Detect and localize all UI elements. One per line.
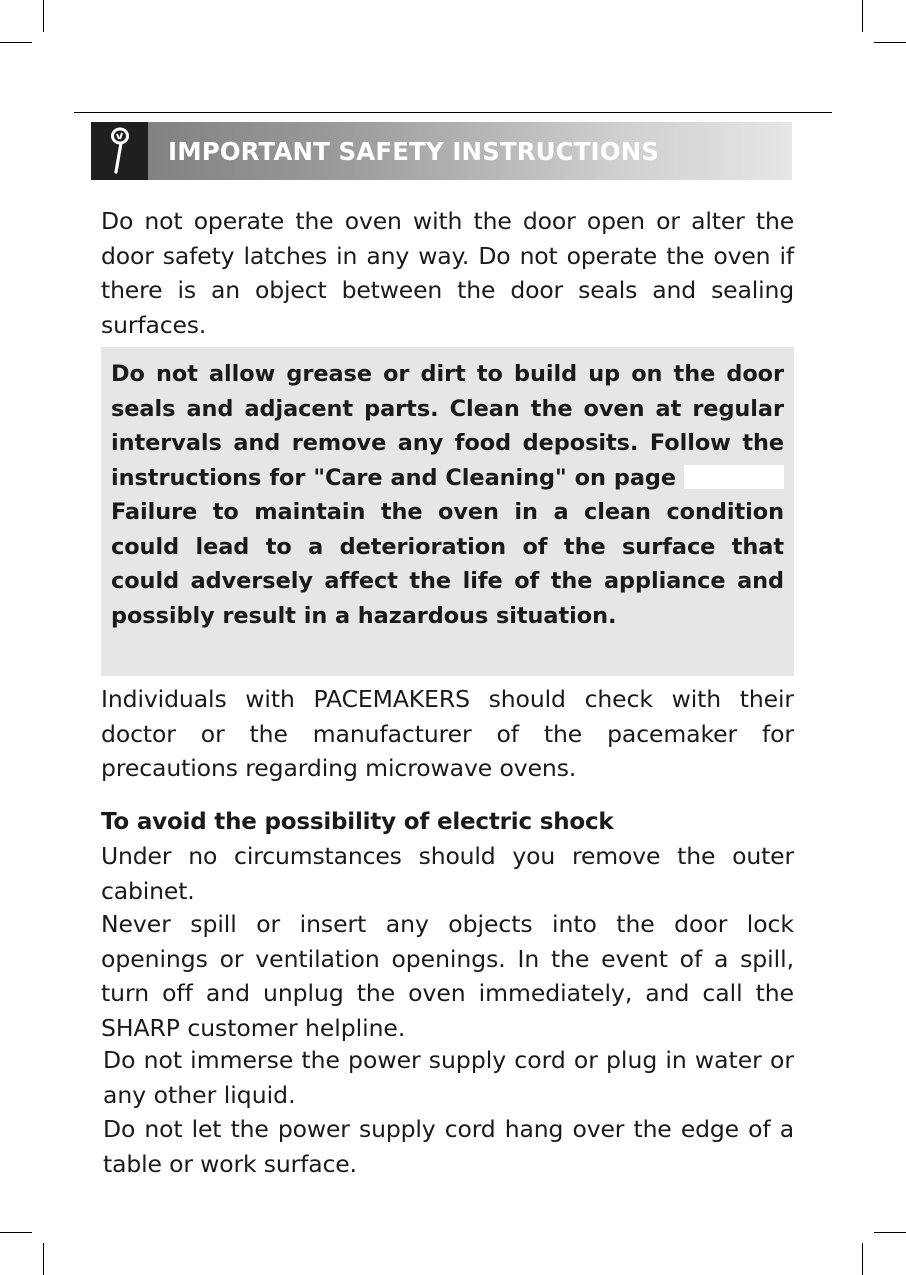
shock-item-spill: Never spill or insert any objects into the door lock openings or ventilation openings. In the event of a spill, turn off and unplug the oven immediately, and call the SHARP customer helpline. bbox=[101, 910, 794, 1042]
warning-text-part-1: Do not allow grease or dirt to build up on the door seals and adjacent parts. Clean the oven at regular intervals and remove any food deposits. Follow the instructions for "Care and Cleaning" on page bbox=[111, 361, 784, 491]
crop-mark bbox=[862, 0, 863, 32]
crop-mark bbox=[43, 0, 44, 32]
shock-item-cord-hang: Do not let the power supply cord hang over the edge of a table or work surface. bbox=[103, 1115, 794, 1178]
important-icon bbox=[91, 122, 148, 180]
section-header bbox=[91, 122, 792, 180]
page-reference-blank bbox=[684, 465, 784, 489]
electric-shock-heading: To avoid the possibility of electric shock bbox=[101, 809, 614, 835]
crop-mark bbox=[862, 1243, 863, 1275]
crop-mark bbox=[43, 1243, 44, 1275]
shock-item-immerse: Do not immerse the power supply cord or plug in water or any other liquid. bbox=[103, 1046, 794, 1109]
pacemakers-paragraph: Individuals with PACEMAKERS should check with their doctor or the manufacturer of the pacemaker for precautions regarding microwave ovens. bbox=[101, 685, 794, 782]
shock-item-outer-cabinet: Under no circumstances should you remove the outer cabinet. bbox=[101, 842, 794, 905]
door-operation-paragraph: Do not operate the oven with the door open or alter the door safety latches in any way. Do not operate the oven if there is an object between the door seals and sealing surfaces. bbox=[101, 207, 794, 339]
crop-mark bbox=[0, 1232, 32, 1233]
crop-mark bbox=[874, 1232, 906, 1233]
crop-mark bbox=[0, 42, 32, 43]
warning-box bbox=[101, 347, 794, 676]
warning-text bbox=[111, 357, 784, 633]
crop-mark bbox=[874, 42, 906, 43]
top-rule bbox=[74, 112, 832, 113]
section-title: IMPORTANT SAFETY INSTRUCTIONS bbox=[168, 136, 660, 166]
warning-text-part-2: Failure to maintain the oven in a clean condition could lead to a deterioration of the surface that could adversely affect the life of the appliance and possibly result in a hazardous situation. bbox=[111, 499, 784, 629]
